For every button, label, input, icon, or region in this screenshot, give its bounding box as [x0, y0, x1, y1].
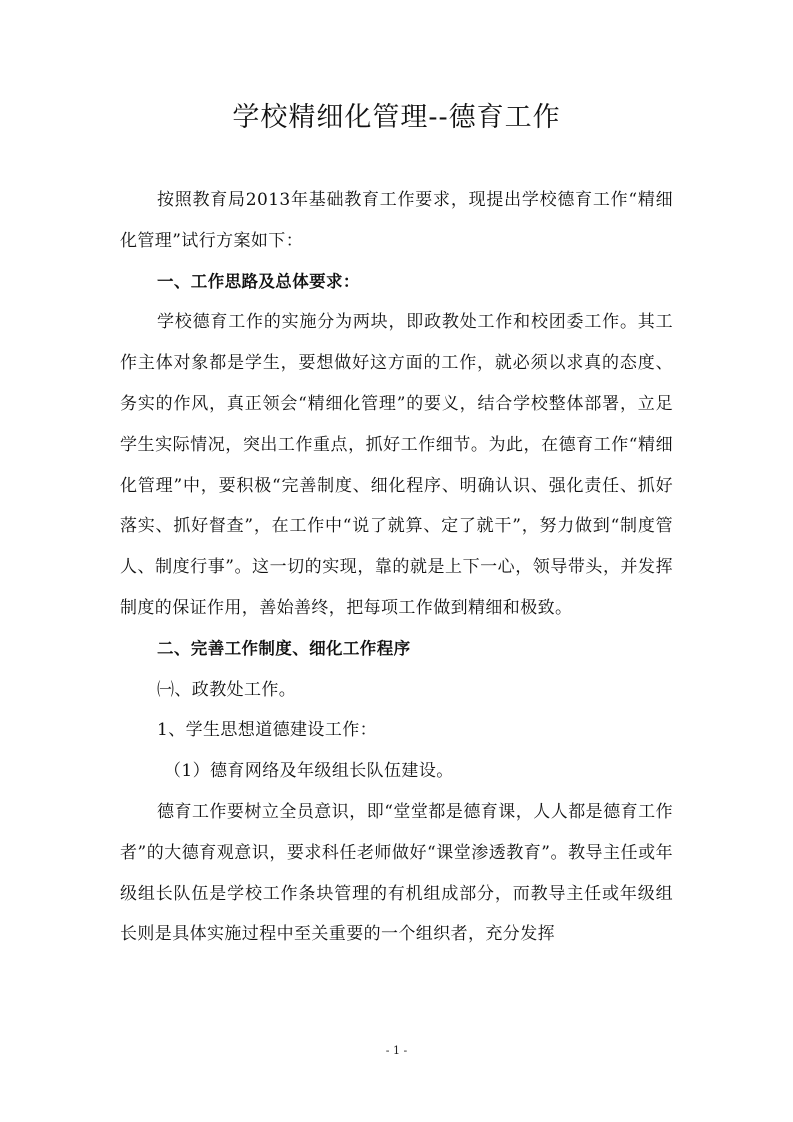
body-paragraph-2: 德育工作要树立全员意识，即“堂堂都是德育课，人人都是德育工作者”的大德育观意识，要求科任老师做好“课堂渗透教育”。教导主任或年级组长队伍是学校工作条块管理的有机组成部分，而教导主任或年级组长则是具体实施过程中至关重要的一个组织者，充分发挥	[120, 801, 673, 945]
subsection-heading: ㈠、政教处工作。	[157, 679, 297, 700]
section-heading-2: 二、完善工作制度、细化工作程序	[157, 638, 411, 658]
intro-paragraph: 按照教育局2013年基础教育工作要求，现提出学校德育工作“精细化管理”试行方案如下：	[120, 190, 673, 251]
subitem-heading: （1）德育网络及年级组长队伍建设。	[164, 761, 454, 782]
item-heading: 1、学生思想道德建设工作：	[157, 720, 378, 741]
page-number: - 1 -	[385, 1044, 408, 1057]
section-heading-1: 一、工作思路及总体要求：	[157, 271, 360, 291]
body-paragraph-1: 学校德育工作的实施分为两块，即政教处工作和校团委工作。其工作主体对象都是学生，要想做好这方面的工作，就必须以求真的态度、务实的作风，真正领会“精细化管理”的要义，结合学校整体部署，立足学生实际情况，突出工作重点，抓好工作细节。为此，在德育工作“精细化管理”中，要积极“完善制度、细化程序、明确认识、强化责任、抓好落实、抓好督查”，在工作中“说了就算、定了就干”，努力做到“制度管人、制度行事”。这一切的实现，靠的就是上下一心，领导带头，并发挥制度的保证作用，善始善终，把每项工作做到精细和极致。	[120, 312, 673, 618]
document-title: 学校精细化管理--德育工作	[232, 102, 561, 133]
document-body	[120, 180, 673, 955]
